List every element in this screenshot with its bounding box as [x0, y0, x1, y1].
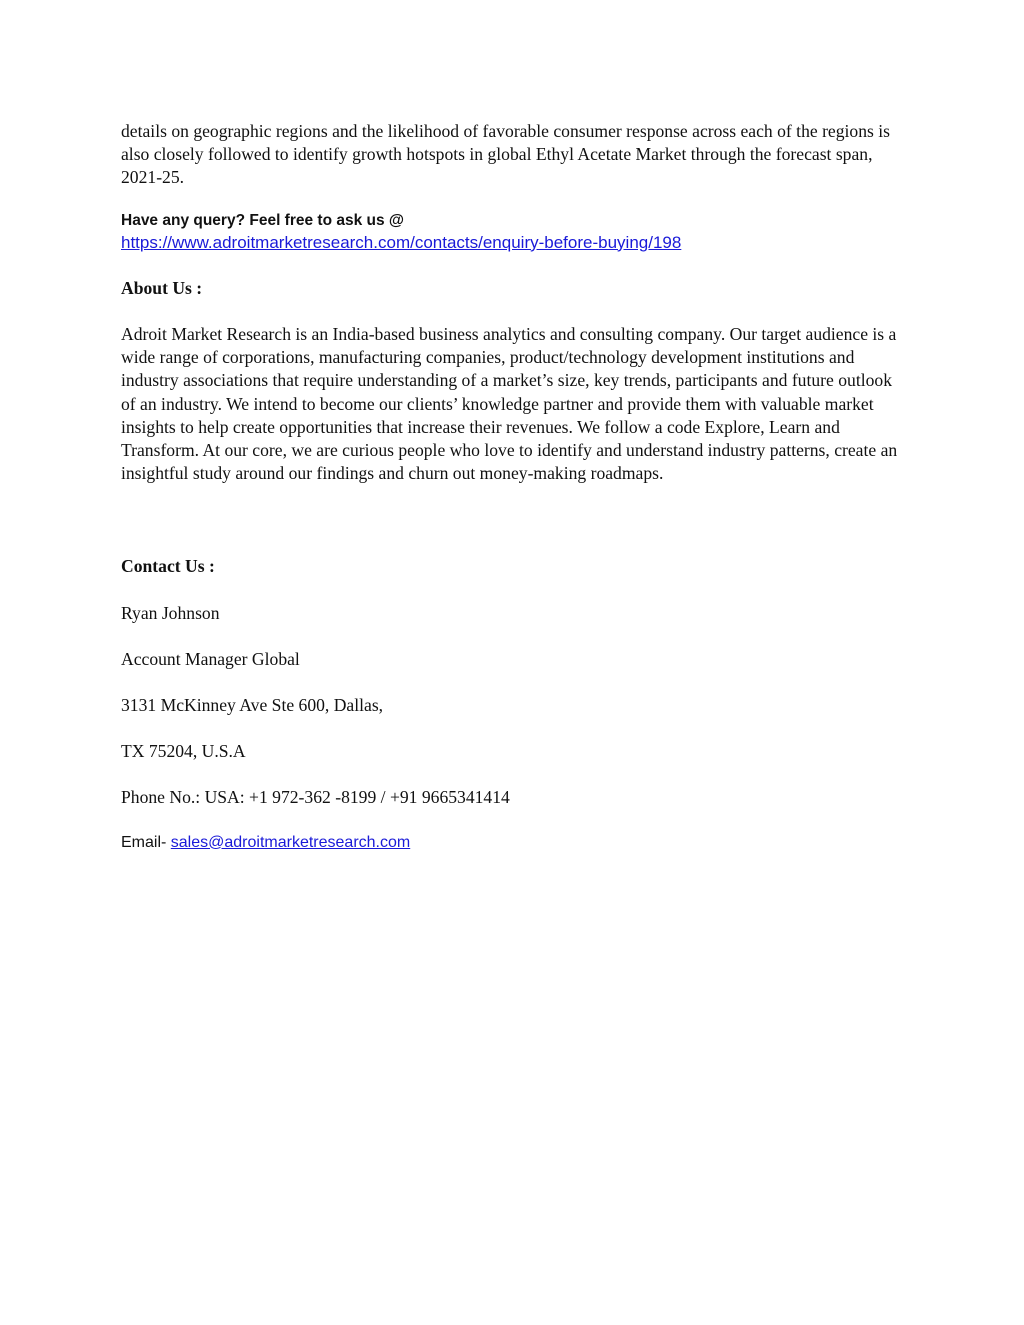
intro-paragraph: details on geographic regions and the likelihood of favorable consumer response across each of the regions is also closely followed to identify growth hotspots in global Ethyl Acetate Market through the forecast span, 2021-25. — [121, 121, 890, 188]
query-heading: Have any query? Feel free to ask us @ — [121, 211, 405, 229]
contact-address-line1: 3131 McKinney Ave Ste 600, Dallas, — [121, 695, 384, 716]
contact-name: Ryan Johnson — [121, 602, 220, 623]
enquiry-link[interactable]: https://www.adroitmarketresearch.com/contacts/enquiry-before-buying/198 — [121, 232, 682, 252]
contact-phone: Phone No.: USA: +1 972-362 -8199 / +91 9665341414 — [121, 787, 510, 808]
contact-email-line — [121, 832, 911, 854]
about-paragraph: Adroit Market Research is an India-based business analytics and consulting company. Our target audience is a wide range of corporations, manufacturing companies, product/technology development institutions and industry associations that require understanding of a market’s size, key trends, participants and future outlook of an industry. We intend to become our clients’ knowledge partner and provide them with valuable market insights to help create opportunities that increase their revenues. We follow a code Explore, Learn and Transform. At our core, we are curious people who love to identify and understand industry patterns, create an insightful study around our findings and churn out money-making roadmaps. — [121, 324, 898, 484]
contact-heading: Contact Us : — [121, 556, 215, 577]
email-link[interactable]: sales@adroitmarketresearch.com — [170, 833, 411, 851]
contact-title: Account Manager Global — [121, 648, 300, 669]
contact-address-line2: TX 75204, U.S.A — [121, 741, 246, 762]
document-body — [121, 120, 911, 854]
email-label: Email- — [121, 833, 171, 851]
about-heading: About Us : — [121, 277, 203, 298]
